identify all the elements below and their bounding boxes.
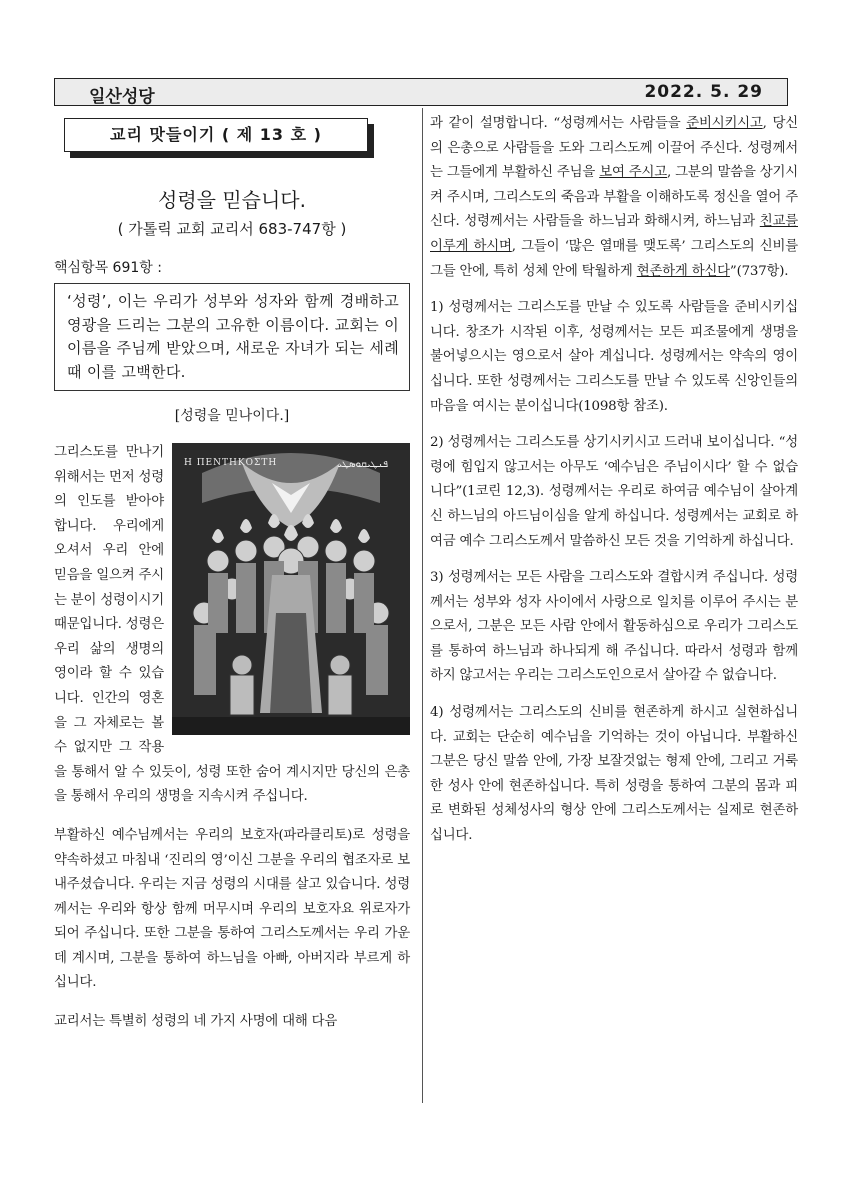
- intro-text-area: [54, 441, 410, 1035]
- column-divider: [422, 108, 423, 1103]
- intro-text-a: 과 같이 설명합니다. “성령께서는 사람들을: [430, 116, 687, 131]
- parish-name: 일산성당: [89, 87, 155, 107]
- series-title-box: [64, 118, 374, 158]
- intro-underline-2: 보여 주시고: [599, 165, 668, 181]
- series-title: 교리 맛들이기 ( 제 13 호 ): [64, 118, 368, 152]
- issue-date: 2022. 5. 29: [644, 82, 763, 102]
- right-column: [430, 112, 798, 861]
- pentecost-icon-image: [172, 443, 410, 735]
- intro-text-d: , 그들이 ‘많은 열매를 맺도록’ 그리스도의 신비를 그들 안에, 특히 성체 안에 탁월하게: [430, 238, 798, 279]
- left-paragraph-3: 교리서는 특별히 성령의 네 가지 사명에 대해 다음: [54, 1014, 338, 1030]
- icon-syriac-label: ܦܢܛܝܩܘܣܛܝ: [337, 459, 388, 470]
- intro-underline-3: 친교를 이루게 하시며: [430, 214, 798, 254]
- main-title: 성령을 믿습니다.: [158, 188, 306, 212]
- left-column: [54, 118, 410, 1049]
- core-quote-box: ‘성령’, 이는 우리가 성부와 성자와 함께 경배하고 영광을 드리는 그분의 고유한 이름이다. 교회는 이 이름을 주님께 받았으며, 새로운 자녀가 되는 세례 때 이를 고백한다.: [54, 283, 410, 391]
- left-paragraph-1: 그리스도를 만나기 위해서는 먼저 성령의 인도를 받아야 합니다. 우리에게 오셔서 우리 안에 믿음을 일으켜 주시는 분이 성령이시기 때문입니다. 성령은 우리 삶의 생명의 영이라 할 수 있습니다. 인간의 영혼을 그 자체로는 볼 수 없지만 그 작용을 통해서 알 수 있듯이, 성령 또한 숨어 계시지만 당신의 은총을 통해서 우리의 생명을 지속시켜 주십니다.: [54, 445, 410, 805]
- intro-text-c: , 그분의 말씀을 상기시켜 주시며, 그리스도의 죽음과 부활을 이해하도록 정신을 열어 주신다. 성령께서는 사람들을 하느님과 화해시켜, 하느님과: [430, 165, 798, 230]
- left-paragraph-2: 부활하신 예수님께서는 우리의 보호자(파라클리토)로 성령을 약속하셨고 마침내 ‘진리의 영’이신 그분을 우리의 협조자로 보내주셨습니다. 우리는 지금 성령의 시대를 살고 있습니다. 성령께서는 우리와 항상 함께 머무시며 우리의 보호자요 위로자가 되어 주십니다. 또한 그분을 통하여 그리스도께서는 우리 가운데 계시며, 그분을 통하여 하느님을 아빠, 아버지라 부르게 하십니다.: [54, 827, 410, 991]
- intro-text-e: ”(737항).: [729, 263, 789, 279]
- right-intro-paragraph: [430, 112, 798, 284]
- intro-text-b: , 당신의 은총으로 사람들을 도와 그리스도께 이끌어 주신다. 성령께서는 그들에게 부활하신 주님을: [430, 116, 798, 181]
- mission-paragraph-2: 2) 성령께서는 그리스도를 상기시키시고 드러내 보이십니다. “성령에 힘입지 않고서는 아무도 ‘예수님은 주님이시다’ 할 수 없습니다”(1코린 12,3). 성령께서는 우리로 하여금 예수님이 살아계신 하느님의 아드님이심을 알게 하십니다. 성령께서는 교회로 하여금 예수 그리스도께서 말씀하신 모든 것을 기억하게 하십니다.: [430, 435, 798, 549]
- core-item-label: 핵심항목 691항 :: [54, 260, 162, 276]
- mission-paragraph-1: 1) 성령께서는 그리스도를 만날 수 있도록 사람들을 준비시키십니다. 창조가 시작된 이후, 성령께서는 모든 피조물에게 생명을 불어넣으시는 영으로서 살아 계십니다. 성령께서는 약속의 영이십니다. 또한 성령께서는 그리스도를 만날 수 있도록 신앙인들의 마음을 여시는 분이십니다(1098항 참조).: [430, 300, 798, 414]
- section-caption: [성령을 믿나이다.]: [174, 408, 290, 424]
- sub-title: ( 가톨릭 교회 교리서 683-747항 ): [117, 220, 347, 238]
- intro-underline-1: 준비시키시고: [686, 116, 763, 131]
- page-header: [54, 78, 788, 106]
- intro-underline-4: 현존하게 하신다: [636, 263, 730, 279]
- icon-greek-label: Η ΠΕΝΤΗΚΟΣΤΗ: [184, 458, 278, 468]
- mission-paragraph-4: 4) 성령께서는 그리스도의 신비를 현존하게 하시고 실현하십니다. 교회는 단순히 예수님을 기억하는 것이 아닙니다. 부활하신 그분은 당신 말씀 안에, 가장 보잘것없는 형제 안에, 그리고 거룩한 성사 안에 현존하십니다. 특히 성령을 통하여 그분의 몸과 피로 변화된 성체성사의 형상 안에 그리스도께서는 실제로 현존하십니다.: [430, 705, 798, 844]
- mission-paragraph-3: 3) 성령께서는 모든 사람을 그리스도와 결합시켜 주십니다. 성령께서는 성부와 성자 사이에서 사랑으로 일치를 이루어 주시는 분으로서, 그분은 모든 사람 안에서 활동하심으로 우리가 그리스도를 통하여 하느님과 하나되게 해 주십니다. 따라서 성령과 함께 하지 않고서는 우리는 그리스도인으로서 살아갈 수 없습니다.: [430, 570, 798, 684]
- pentecost-illustration: [172, 443, 410, 735]
